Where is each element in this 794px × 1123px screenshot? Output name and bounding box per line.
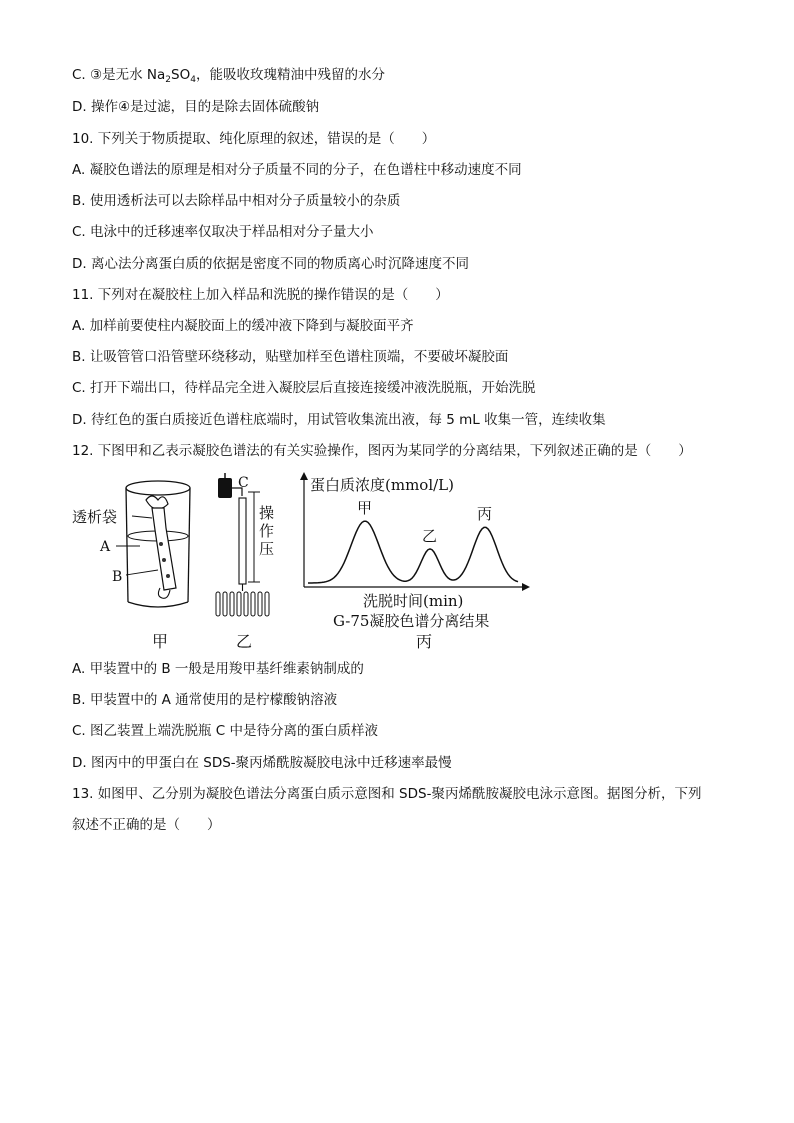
q9-option-c bbox=[72, 66, 385, 89]
q12-stem: 12. 下图甲和乙表示凝胶色谱法的有关实验操作，图丙为某同学的分离结果，下列叙述正确的是（ ） bbox=[72, 443, 692, 459]
elution-bottle bbox=[218, 478, 232, 498]
q9c-sub-4: 4 bbox=[190, 75, 196, 85]
bag-knot bbox=[146, 496, 168, 509]
elution-curve bbox=[308, 521, 518, 583]
beaker-rim bbox=[126, 481, 190, 495]
x-axis-arrow bbox=[522, 583, 530, 591]
figure-jia bbox=[72, 481, 190, 651]
peak-label-bing: 丙 bbox=[477, 505, 493, 524]
test-tube-rack bbox=[216, 592, 269, 616]
bag-dot bbox=[162, 558, 166, 562]
figure-yi bbox=[216, 473, 274, 651]
chart-x-label: 洗脱时间(min) bbox=[363, 592, 464, 610]
q9c-text-mid: SO bbox=[171, 67, 191, 83]
q12-option-d: D. 图丙中的甲蛋白在 SDS-聚丙烯酰胺凝胶电泳中迁移速率最慢 bbox=[72, 755, 452, 771]
q10-option-a: A. 凝胶色谱法的原理是相对分子质量不同的分子，在色谱柱中移动速度不同 bbox=[72, 162, 522, 178]
q11-stem: 11. 下列对在凝胶柱上加入样品和洗脱的操作错误的是（ ） bbox=[72, 287, 449, 303]
y-axis-arrow bbox=[300, 472, 308, 480]
q9-option-d: D. 操作④是过滤，目的是除去固体硫酸钠 bbox=[72, 99, 320, 115]
dialysis-bag bbox=[152, 508, 176, 590]
q12-option-c: C. 图乙装置上端洗脱瓶 C 中是待分离的蛋白质样液 bbox=[72, 723, 379, 739]
label-pressure-1: 操 bbox=[259, 504, 275, 522]
beaker-right-wall bbox=[188, 488, 190, 602]
figure-bing bbox=[300, 472, 530, 651]
q9c-text-post: ，能吸收玫瑰精油中残留的水分 bbox=[195, 67, 385, 83]
label-a: A bbox=[100, 539, 111, 555]
q9c-sub-2: 2 bbox=[165, 75, 172, 85]
label-c: C bbox=[238, 475, 249, 491]
q11-option-c: C. 打开下端出口，待样品完全进入凝胶层后直接连接缓冲液洗脱瓶，开始洗脱 bbox=[72, 380, 536, 396]
label-dialysis-bag: 透析袋 bbox=[72, 508, 118, 526]
chart-y-label: 蛋白质浓度(mmol/L) bbox=[310, 476, 454, 494]
bag-dot bbox=[166, 574, 170, 578]
q12-figure-svg bbox=[60, 470, 540, 655]
column-body bbox=[239, 498, 246, 584]
beaker-bottom bbox=[128, 602, 188, 607]
q11-option-a: A. 加样前要使柱内凝胶面上的缓冲液下降到与凝胶面平齐 bbox=[72, 318, 414, 334]
caption-bing: 丙 bbox=[416, 632, 433, 651]
q10-stem: 10. 下列关于物质提取、纯化原理的叙述，错误的是（ ） bbox=[72, 131, 436, 147]
label-pressure-2: 作 bbox=[259, 522, 275, 540]
peak-label-yi: 乙 bbox=[422, 526, 438, 545]
caption-jia: 甲 bbox=[152, 632, 169, 651]
chart-title: G-75凝胶色谱分离结果 bbox=[333, 612, 490, 630]
q13-stem-line2: 叙述不正确的是（ ） bbox=[72, 817, 221, 833]
bag-dot bbox=[159, 542, 163, 546]
q12-option-b: B. 甲装置中的 A 通常使用的是柠檬酸钠溶液 bbox=[72, 692, 338, 708]
q10-option-b: B. 使用透析法可以去除样品中相对分子质量较小的杂质 bbox=[72, 193, 401, 209]
label-b: B bbox=[112, 569, 123, 585]
q11-option-b: B. 让吸管管口沿管壁环绕移动，贴壁加样至色谱柱顶端，不要破坏凝胶面 bbox=[72, 349, 509, 365]
q12-figure bbox=[60, 470, 540, 659]
q13-stem-line1: 13. 如图甲、乙分别为凝胶色谱法分离蛋白质示意图和 SDS-聚丙烯酰胺凝胶电泳示意图。据图分析，下列 bbox=[72, 786, 702, 802]
label-pressure-3: 压 bbox=[259, 540, 275, 558]
beaker-left-wall bbox=[126, 488, 128, 602]
pointer-bag bbox=[132, 516, 152, 518]
q11-option-d: D. 待红色的蛋白质接近色谱柱底端时，用试管收集流出液，每 5 mL 收集一管，连续收集 bbox=[72, 412, 606, 428]
q10-option-c: C. 电泳中的迁移速率仅取决于样品相对分子量大小 bbox=[72, 224, 374, 240]
pointer-b bbox=[126, 570, 158, 575]
q12-option-a: A. 甲装置中的 B 一般是用羧甲基纤维素钠制成的 bbox=[72, 661, 364, 677]
q10-option-d: D. 离心法分离蛋白质的依据是密度不同的物质离心时沉降速度不同 bbox=[72, 256, 469, 272]
caption-yi: 乙 bbox=[236, 632, 253, 651]
peak-label-jia: 甲 bbox=[357, 499, 373, 517]
q9c-text-pre: C. ③是无水 Na bbox=[72, 67, 166, 83]
